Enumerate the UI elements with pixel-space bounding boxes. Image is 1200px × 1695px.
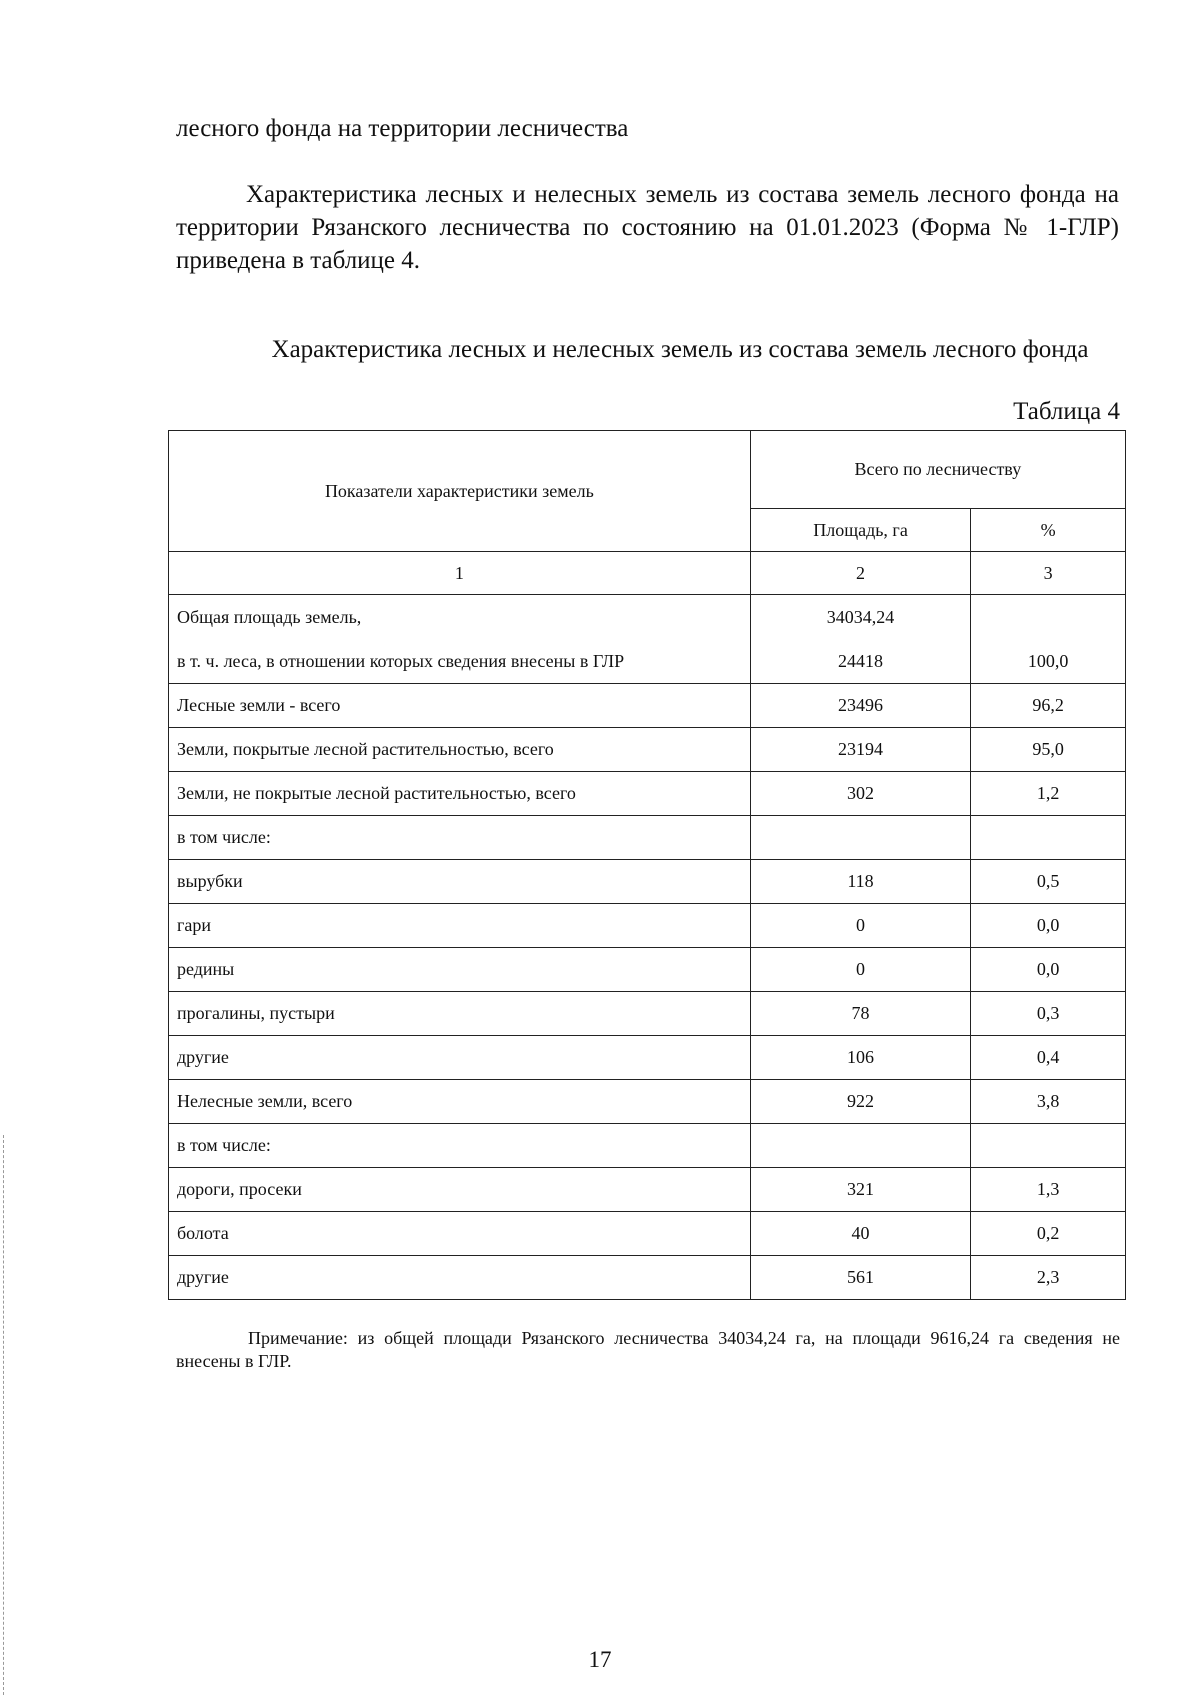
table-row bbox=[169, 684, 1126, 728]
row-percent bbox=[971, 595, 1126, 684]
table-row bbox=[169, 904, 1126, 948]
intro-line: лесного фонда на территории лесничества bbox=[176, 115, 629, 142]
row-label: в том числе: bbox=[169, 1124, 751, 1168]
row-percent bbox=[971, 1124, 1126, 1168]
row-area: 40 bbox=[750, 1212, 971, 1256]
col-number-3: 3 bbox=[971, 552, 1126, 595]
row-percent: 0,0 bbox=[971, 948, 1126, 992]
row-area: 0 bbox=[750, 904, 971, 948]
row-area: 922 bbox=[750, 1080, 971, 1124]
page-number: 17 bbox=[588, 1647, 612, 1672]
table-row bbox=[169, 860, 1126, 904]
row-percent: 2,3 bbox=[971, 1256, 1126, 1300]
row-area: 78 bbox=[750, 992, 971, 1036]
table-row bbox=[169, 1168, 1126, 1212]
table-note bbox=[176, 1327, 1120, 1373]
row-label: Лесные земли - всего bbox=[169, 684, 751, 728]
row-area bbox=[750, 595, 971, 684]
row-area: 23194 bbox=[750, 728, 971, 772]
col-number-1: 1 bbox=[169, 552, 751, 595]
row-percent: 0,3 bbox=[971, 992, 1126, 1036]
row-label: вырубки bbox=[169, 860, 751, 904]
total-area-value: 34034,24 bbox=[826, 607, 895, 627]
row-percent: 0,4 bbox=[971, 1036, 1126, 1080]
glr-forest-percent-value: 100,0 bbox=[1027, 651, 1069, 671]
row-label: гари bbox=[169, 904, 751, 948]
scan-margin-line bbox=[3, 1135, 5, 1695]
col-number-2: 2 bbox=[750, 552, 971, 595]
table-row bbox=[169, 1124, 1126, 1168]
glr-forest-label: в т. ч. леса, в отношении которых сведения внесены в ГЛР bbox=[177, 651, 625, 671]
row-area: 118 bbox=[750, 860, 971, 904]
row-label: Земли, не покрытые лесной растительностью, всего bbox=[169, 772, 751, 816]
row-label: дороги, просеки bbox=[169, 1168, 751, 1212]
row-label: в том числе: bbox=[169, 816, 751, 860]
row-area: 106 bbox=[750, 1036, 971, 1080]
row-area: 321 bbox=[750, 1168, 971, 1212]
row-percent: 95,0 bbox=[971, 728, 1126, 772]
row-label: Земли, покрытые лесной растительностью, всего bbox=[169, 728, 751, 772]
table-row-total bbox=[169, 595, 1126, 684]
row-label: болота bbox=[169, 1212, 751, 1256]
header-total: Всего по лесничеству bbox=[750, 431, 1125, 509]
body-paragraph bbox=[176, 178, 1119, 277]
row-area: 302 bbox=[750, 772, 971, 816]
table-row bbox=[169, 1036, 1126, 1080]
table-row bbox=[169, 728, 1126, 772]
row-percent: 0,0 bbox=[971, 904, 1126, 948]
row-label: редины bbox=[169, 948, 751, 992]
table-row bbox=[169, 1080, 1126, 1124]
table-row bbox=[169, 1256, 1126, 1300]
row-percent: 3,8 bbox=[971, 1080, 1126, 1124]
header-indicator: Показатели характеристики земель bbox=[169, 431, 751, 552]
glr-forest-area-value: 24418 bbox=[838, 651, 884, 671]
row-area: 0 bbox=[750, 948, 971, 992]
total-area-label: Общая площадь земель, bbox=[177, 607, 362, 627]
row-label: другие bbox=[169, 1256, 751, 1300]
row-label bbox=[169, 595, 751, 684]
row-label: другие bbox=[169, 1036, 751, 1080]
header-percent: % bbox=[971, 509, 1126, 552]
row-percent: 96,2 bbox=[971, 684, 1126, 728]
table-row bbox=[169, 772, 1126, 816]
row-percent: 1,3 bbox=[971, 1168, 1126, 1212]
table-row bbox=[169, 992, 1126, 1036]
table-label: Таблица 4 bbox=[1013, 398, 1120, 425]
row-area bbox=[750, 1124, 971, 1168]
row-label: прогалины, пустыри bbox=[169, 992, 751, 1036]
row-label: Нелесные земли, всего bbox=[169, 1080, 751, 1124]
row-area: 23496 bbox=[750, 684, 971, 728]
row-area bbox=[750, 816, 971, 860]
table-note-text: Примечание: из общей площади Рязанского лесничества 34034,24 га, на площади 9616,24 га сведения не внесены в ГЛР. bbox=[176, 1328, 1120, 1371]
table-row bbox=[169, 816, 1126, 860]
table-row bbox=[169, 948, 1126, 992]
table-caption: Характеристика лесных и нелесных земель из состава земель лесного фонда bbox=[271, 336, 1089, 363]
row-percent: 0,5 bbox=[971, 860, 1126, 904]
row-area: 561 bbox=[750, 1256, 971, 1300]
row-percent: 0,2 bbox=[971, 1212, 1126, 1256]
land-characteristics-table bbox=[168, 430, 1126, 1300]
header-area: Площадь, га bbox=[750, 509, 971, 552]
body-paragraph-text: Характеристика лесных и нелесных земель из состава земель лесного фонда на территории Рязанского лесничества по состоянию на 01.01.2023 (Форма № 1-ГЛР) приведена в таблице 4. bbox=[176, 181, 1119, 274]
row-percent bbox=[971, 816, 1126, 860]
row-percent: 1,2 bbox=[971, 772, 1126, 816]
table-row bbox=[169, 1212, 1126, 1256]
